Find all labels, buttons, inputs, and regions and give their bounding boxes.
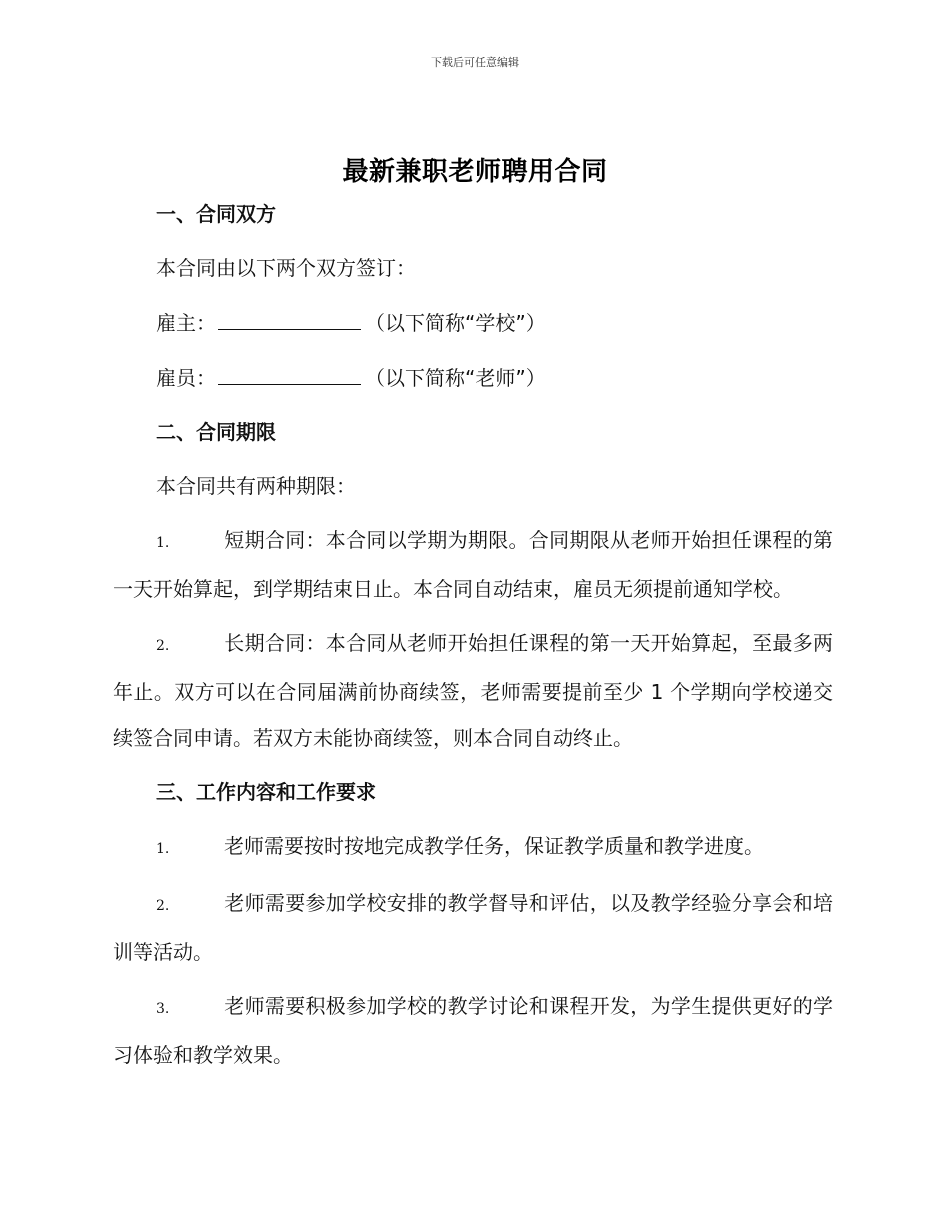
employee-label: 雇员：	[156, 366, 216, 390]
employer-line	[156, 307, 833, 338]
list-item	[113, 620, 833, 761]
list-item-number: 2.	[156, 638, 170, 654]
list-item	[113, 880, 833, 975]
term-intro: 本合同共有两种期限：	[156, 474, 356, 498]
header-note: 下载后可任意编辑	[431, 56, 519, 69]
list-item-text: 短期合同：本合同以学期为期限。合同期限从老师开始担任课程的第一天开始算起，到学期结束日止。本合同自动结束，雇员无须提前通知学校。	[113, 528, 833, 601]
list-item	[113, 517, 833, 612]
employer-suffix: （以下简称“学校”）	[365, 311, 546, 335]
list-item	[113, 983, 833, 1078]
list-item-text: 老师需要积极参加学校的教学讨论和课程开发，为学生提供更好的学习体验和教学效果。	[113, 994, 833, 1067]
employer-label: 雇主：	[156, 311, 216, 335]
parties-intro: 本合同由以下两个双方签订：	[156, 256, 416, 280]
list-item	[113, 823, 833, 872]
list-item-number: 1.	[156, 535, 170, 551]
employee-line	[156, 362, 833, 393]
list-item-text: 长期合同：本合同从老师开始担任课程的第一天开始算起，至最多两年止。双方可以在合同届满前协商续签，老师需要提前至少 1 个学期向学校递交续签合同申请。若双方未能协商续签，则本合同自动终止。	[113, 631, 833, 750]
list-item-number: 2.	[156, 898, 170, 914]
document-body	[113, 199, 833, 1094]
list-item-text: 老师需要参加学校安排的教学督导和评估，以及教学经验分享会和培训等活动。	[113, 891, 833, 964]
employer-blank-field[interactable]	[218, 307, 361, 330]
employee-suffix: （以下简称“老师”）	[365, 366, 546, 390]
list-item-number: 3.	[156, 1001, 170, 1017]
section-heading-duties: 三、工作内容和工作要求	[156, 780, 376, 804]
list-item-text: 老师需要按时按地完成教学任务，保证教学质量和教学进度。	[224, 834, 764, 858]
section-heading-term: 二、合同期限	[156, 420, 276, 444]
section-heading-parties: 一、合同双方	[156, 202, 276, 226]
employee-blank-field[interactable]	[218, 362, 361, 385]
list-item-number: 1.	[156, 841, 170, 857]
document-title: 最新兼职老师聘用合同	[342, 157, 608, 187]
